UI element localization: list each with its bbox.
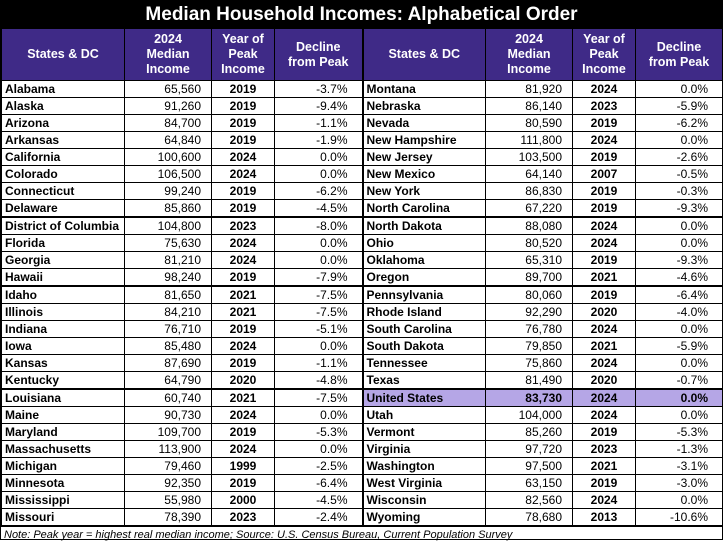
left-median-income: 106,500 — [125, 166, 212, 183]
left-state-name: Missouri — [2, 509, 125, 526]
header-state-left: States & DC — [2, 29, 125, 81]
table-row — [2, 372, 723, 390]
right-decline-from-peak: -5.3% — [636, 424, 723, 441]
left-peak-year: 2024 — [212, 407, 275, 424]
left-peak-year: 2021 — [212, 389, 275, 407]
right-median-income: 111,800 — [486, 132, 573, 149]
right-state-name: New Hampshire — [363, 132, 486, 149]
left-state-name: Kentucky — [2, 372, 125, 390]
left-decline-from-peak: -4.5% — [275, 492, 363, 509]
left-decline-from-peak: -8.0% — [275, 217, 363, 235]
table-row — [2, 132, 723, 149]
right-median-income: 80,520 — [486, 235, 573, 252]
right-peak-year: 2024 — [573, 355, 636, 372]
right-median-income: 63,150 — [486, 475, 573, 492]
right-peak-year: 2024 — [573, 235, 636, 252]
left-median-income: 109,700 — [125, 424, 212, 441]
left-median-income: 55,980 — [125, 492, 212, 509]
right-state-name: Ohio — [363, 235, 486, 252]
left-state-name: Indiana — [2, 321, 125, 338]
left-peak-year: 2024 — [212, 252, 275, 269]
header-decline-right: Decline from Peak — [636, 29, 723, 81]
right-state-name: Rhode Island — [363, 304, 486, 321]
left-median-income: 84,210 — [125, 304, 212, 321]
left-decline-from-peak: -5.3% — [275, 424, 363, 441]
right-median-income: 80,060 — [486, 286, 573, 304]
left-decline-from-peak: -1.9% — [275, 132, 363, 149]
right-state-name: Pennsylvania — [363, 286, 486, 304]
table-row — [2, 407, 723, 424]
left-decline-from-peak: -7.5% — [275, 286, 363, 304]
right-decline-from-peak: 0.0% — [636, 81, 723, 98]
right-decline-from-peak: 0.0% — [636, 235, 723, 252]
right-state-name: Nevada — [363, 115, 486, 132]
left-peak-year: 2019 — [212, 355, 275, 372]
right-peak-year: 2019 — [573, 183, 636, 200]
left-decline-from-peak: 0.0% — [275, 235, 363, 252]
right-median-income: 81,920 — [486, 81, 573, 98]
table-row — [2, 98, 723, 115]
right-state-name: Tennessee — [363, 355, 486, 372]
right-decline-from-peak: 0.0% — [636, 355, 723, 372]
header-state-right: States & DC — [363, 29, 486, 81]
left-peak-year: 2000 — [212, 492, 275, 509]
right-state-name: South Carolina — [363, 321, 486, 338]
right-state-name: Wisconsin — [363, 492, 486, 509]
left-state-name: Michigan — [2, 458, 125, 475]
right-state-name: West Virginia — [363, 475, 486, 492]
right-median-income: 88,080 — [486, 217, 573, 235]
left-median-income: 75,630 — [125, 235, 212, 252]
right-peak-year: 2007 — [573, 166, 636, 183]
right-state-name: North Dakota — [363, 217, 486, 235]
right-state-name: South Dakota — [363, 338, 486, 355]
left-decline-from-peak: -1.1% — [275, 355, 363, 372]
right-peak-year: 2024 — [573, 389, 636, 407]
right-peak-year: 2019 — [573, 200, 636, 218]
left-state-name: Louisiana — [2, 389, 125, 407]
right-decline-from-peak: 0.0% — [636, 321, 723, 338]
right-decline-from-peak: 0.0% — [636, 407, 723, 424]
table-row — [2, 304, 723, 321]
right-decline-from-peak: 0.0% — [636, 217, 723, 235]
left-median-income: 79,460 — [125, 458, 212, 475]
left-state-name: California — [2, 149, 125, 166]
left-decline-from-peak: -7.9% — [275, 269, 363, 287]
left-decline-from-peak: -4.8% — [275, 372, 363, 390]
right-median-income: 65,310 — [486, 252, 573, 269]
left-state-name: Iowa — [2, 338, 125, 355]
left-decline-from-peak: -2.5% — [275, 458, 363, 475]
right-state-name: Wyoming — [363, 509, 486, 526]
right-median-income: 86,140 — [486, 98, 573, 115]
left-peak-year: 2019 — [212, 424, 275, 441]
right-decline-from-peak: -0.3% — [636, 183, 723, 200]
right-peak-year: 2021 — [573, 458, 636, 475]
right-decline-from-peak: 0.0% — [636, 132, 723, 149]
right-decline-from-peak: -4.0% — [636, 304, 723, 321]
left-decline-from-peak: -3.7% — [275, 81, 363, 98]
left-peak-year: 2024 — [212, 441, 275, 458]
left-median-income: 99,240 — [125, 183, 212, 200]
table-row — [2, 389, 723, 407]
left-decline-from-peak: 0.0% — [275, 338, 363, 355]
left-peak-year: 2024 — [212, 166, 275, 183]
right-peak-year: 2024 — [573, 217, 636, 235]
left-median-income: 78,390 — [125, 509, 212, 526]
right-peak-year: 2020 — [573, 372, 636, 390]
right-median-income: 97,720 — [486, 441, 573, 458]
left-state-name: Delaware — [2, 200, 125, 218]
right-decline-from-peak: -3.1% — [636, 458, 723, 475]
table-row — [2, 235, 723, 252]
right-median-income: 85,260 — [486, 424, 573, 441]
right-state-name: Montana — [363, 81, 486, 98]
left-peak-year: 2019 — [212, 475, 275, 492]
right-state-name: New Jersey — [363, 149, 486, 166]
right-state-name: New York — [363, 183, 486, 200]
right-state-name: Washington — [363, 458, 486, 475]
right-decline-from-peak: 0.0% — [636, 492, 723, 509]
right-decline-from-peak: -9.3% — [636, 200, 723, 218]
right-peak-year: 2019 — [573, 252, 636, 269]
header-income-right: 2024 Median Income — [486, 29, 573, 81]
left-state-name: Idaho — [2, 286, 125, 304]
right-decline-from-peak: -10.6% — [636, 509, 723, 526]
left-state-name: Hawaii — [2, 269, 125, 287]
right-decline-from-peak: -6.2% — [636, 115, 723, 132]
left-peak-year: 2020 — [212, 372, 275, 390]
left-peak-year: 2019 — [212, 269, 275, 287]
left-state-name: Massachusetts — [2, 441, 125, 458]
right-median-income: 79,850 — [486, 338, 573, 355]
right-state-name: Texas — [363, 372, 486, 390]
table-row — [2, 475, 723, 492]
right-decline-from-peak: -5.9% — [636, 98, 723, 115]
left-peak-year: 2021 — [212, 304, 275, 321]
right-state-name: United States — [363, 389, 486, 407]
left-median-income: 92,350 — [125, 475, 212, 492]
table-row — [2, 166, 723, 183]
left-peak-year: 1999 — [212, 458, 275, 475]
left-median-income: 60,740 — [125, 389, 212, 407]
left-peak-year: 2019 — [212, 98, 275, 115]
right-median-income: 76,780 — [486, 321, 573, 338]
left-state-name: Arizona — [2, 115, 125, 132]
right-decline-from-peak: -5.9% — [636, 338, 723, 355]
right-decline-from-peak: -0.5% — [636, 166, 723, 183]
header-income-left: 2024 Median Income — [125, 29, 212, 81]
left-median-income: 90,730 — [125, 407, 212, 424]
right-median-income: 103,500 — [486, 149, 573, 166]
right-decline-from-peak: -0.7% — [636, 372, 723, 390]
right-state-name: Virginia — [363, 441, 486, 458]
right-peak-year: 2019 — [573, 149, 636, 166]
left-peak-year: 2019 — [212, 132, 275, 149]
left-decline-from-peak: -1.1% — [275, 115, 363, 132]
left-median-income: 98,240 — [125, 269, 212, 287]
right-decline-from-peak: -4.6% — [636, 269, 723, 287]
right-state-name: New Mexico — [363, 166, 486, 183]
left-peak-year: 2019 — [212, 183, 275, 200]
left-state-name: District of Columbia — [2, 217, 125, 235]
right-median-income: 92,290 — [486, 304, 573, 321]
left-peak-year: 2019 — [212, 200, 275, 218]
left-state-name: Florida — [2, 235, 125, 252]
source-note: Note: Peak year = highest real median income; Source: U.S. Census Bureau, Current Population Survey — [1, 526, 722, 544]
left-peak-year: 2023 — [212, 217, 275, 235]
left-median-income: 104,800 — [125, 217, 212, 235]
right-state-name: Oregon — [363, 269, 486, 287]
left-median-income: 91,260 — [125, 98, 212, 115]
table-row — [2, 286, 723, 304]
right-peak-year: 2019 — [573, 286, 636, 304]
left-decline-from-peak: 0.0% — [275, 441, 363, 458]
left-median-income: 76,710 — [125, 321, 212, 338]
header-peak-left: Year of Peak Income — [212, 29, 275, 81]
left-peak-year: 2021 — [212, 286, 275, 304]
table-row — [2, 492, 723, 509]
right-decline-from-peak: -6.4% — [636, 286, 723, 304]
left-peak-year: 2024 — [212, 235, 275, 252]
right-median-income: 67,220 — [486, 200, 573, 218]
left-state-name: Mississippi — [2, 492, 125, 509]
table-row — [2, 338, 723, 355]
table-row — [2, 183, 723, 200]
right-median-income: 83,730 — [486, 389, 573, 407]
left-decline-from-peak: -2.4% — [275, 509, 363, 526]
left-state-name: Illinois — [2, 304, 125, 321]
left-peak-year: 2024 — [212, 149, 275, 166]
right-peak-year: 2024 — [573, 492, 636, 509]
table-row — [2, 269, 723, 287]
right-peak-year: 2024 — [573, 321, 636, 338]
left-peak-year: 2019 — [212, 321, 275, 338]
right-state-name: Oklahoma — [363, 252, 486, 269]
right-peak-year: 2024 — [573, 407, 636, 424]
left-median-income: 113,900 — [125, 441, 212, 458]
left-peak-year: 2019 — [212, 81, 275, 98]
right-peak-year: 2019 — [573, 475, 636, 492]
left-decline-from-peak: -9.4% — [275, 98, 363, 115]
left-median-income: 81,210 — [125, 252, 212, 269]
table-title: Median Household Incomes: Alphabetical Order — [1, 1, 722, 28]
right-median-income: 78,680 — [486, 509, 573, 526]
left-decline-from-peak: 0.0% — [275, 407, 363, 424]
right-peak-year: 2024 — [573, 132, 636, 149]
left-median-income: 64,840 — [125, 132, 212, 149]
left-decline-from-peak: 0.0% — [275, 149, 363, 166]
right-peak-year: 2019 — [573, 115, 636, 132]
left-state-name: Maryland — [2, 424, 125, 441]
table-row — [2, 252, 723, 269]
right-median-income: 97,500 — [486, 458, 573, 475]
right-peak-year: 2020 — [573, 304, 636, 321]
header-peak-right: Year of Peak Income — [573, 29, 636, 81]
table-row — [2, 509, 723, 526]
right-peak-year: 2019 — [573, 424, 636, 441]
table-row — [2, 424, 723, 441]
left-median-income: 65,560 — [125, 81, 212, 98]
right-decline-from-peak: -9.3% — [636, 252, 723, 269]
left-decline-from-peak: -6.4% — [275, 475, 363, 492]
left-state-name: Kansas — [2, 355, 125, 372]
right-median-income: 86,830 — [486, 183, 573, 200]
left-decline-from-peak: -4.5% — [275, 200, 363, 218]
right-decline-from-peak: -1.3% — [636, 441, 723, 458]
income-table — [1, 28, 723, 526]
right-peak-year: 2023 — [573, 98, 636, 115]
left-state-name: Connecticut — [2, 183, 125, 200]
left-state-name: Alabama — [2, 81, 125, 98]
table-row — [2, 81, 723, 98]
left-decline-from-peak: -5.1% — [275, 321, 363, 338]
right-state-name: Nebraska — [363, 98, 486, 115]
table-row — [2, 355, 723, 372]
table-row — [2, 441, 723, 458]
table-row — [2, 458, 723, 475]
right-state-name: Utah — [363, 407, 486, 424]
table-row — [2, 200, 723, 218]
table-row — [2, 115, 723, 132]
left-median-income: 84,700 — [125, 115, 212, 132]
right-median-income: 104,000 — [486, 407, 573, 424]
right-median-income: 64,140 — [486, 166, 573, 183]
right-peak-year: 2021 — [573, 338, 636, 355]
left-peak-year: 2023 — [212, 509, 275, 526]
left-state-name: Georgia — [2, 252, 125, 269]
left-state-name: Arkansas — [2, 132, 125, 149]
left-decline-from-peak: 0.0% — [275, 252, 363, 269]
right-median-income: 81,490 — [486, 372, 573, 390]
right-state-name: North Carolina — [363, 200, 486, 218]
left-median-income: 100,600 — [125, 149, 212, 166]
right-peak-year: 2021 — [573, 269, 636, 287]
header-decline-left: Decline from Peak — [275, 29, 363, 81]
left-peak-year: 2019 — [212, 115, 275, 132]
left-state-name: Alaska — [2, 98, 125, 115]
left-state-name: Minnesota — [2, 475, 125, 492]
left-median-income: 85,480 — [125, 338, 212, 355]
table-row — [2, 149, 723, 166]
right-decline-from-peak: -2.6% — [636, 149, 723, 166]
right-decline-from-peak: -3.0% — [636, 475, 723, 492]
left-decline-from-peak: -7.5% — [275, 389, 363, 407]
table-row — [2, 321, 723, 338]
left-decline-from-peak: 0.0% — [275, 166, 363, 183]
left-median-income: 81,650 — [125, 286, 212, 304]
left-peak-year: 2024 — [212, 338, 275, 355]
left-state-name: Maine — [2, 407, 125, 424]
right-median-income: 89,700 — [486, 269, 573, 287]
right-state-name: Vermont — [363, 424, 486, 441]
right-median-income: 80,590 — [486, 115, 573, 132]
right-median-income: 75,860 — [486, 355, 573, 372]
left-median-income: 85,860 — [125, 200, 212, 218]
left-median-income: 64,790 — [125, 372, 212, 390]
table-row — [2, 217, 723, 235]
right-peak-year: 2023 — [573, 441, 636, 458]
left-median-income: 87,690 — [125, 355, 212, 372]
left-state-name: Colorado — [2, 166, 125, 183]
right-decline-from-peak: 0.0% — [636, 389, 723, 407]
right-peak-year: 2013 — [573, 509, 636, 526]
left-decline-from-peak: -6.2% — [275, 183, 363, 200]
left-decline-from-peak: -7.5% — [275, 304, 363, 321]
table-body — [2, 81, 723, 526]
right-peak-year: 2024 — [573, 81, 636, 98]
header-row — [2, 29, 723, 81]
right-median-income: 82,560 — [486, 492, 573, 509]
